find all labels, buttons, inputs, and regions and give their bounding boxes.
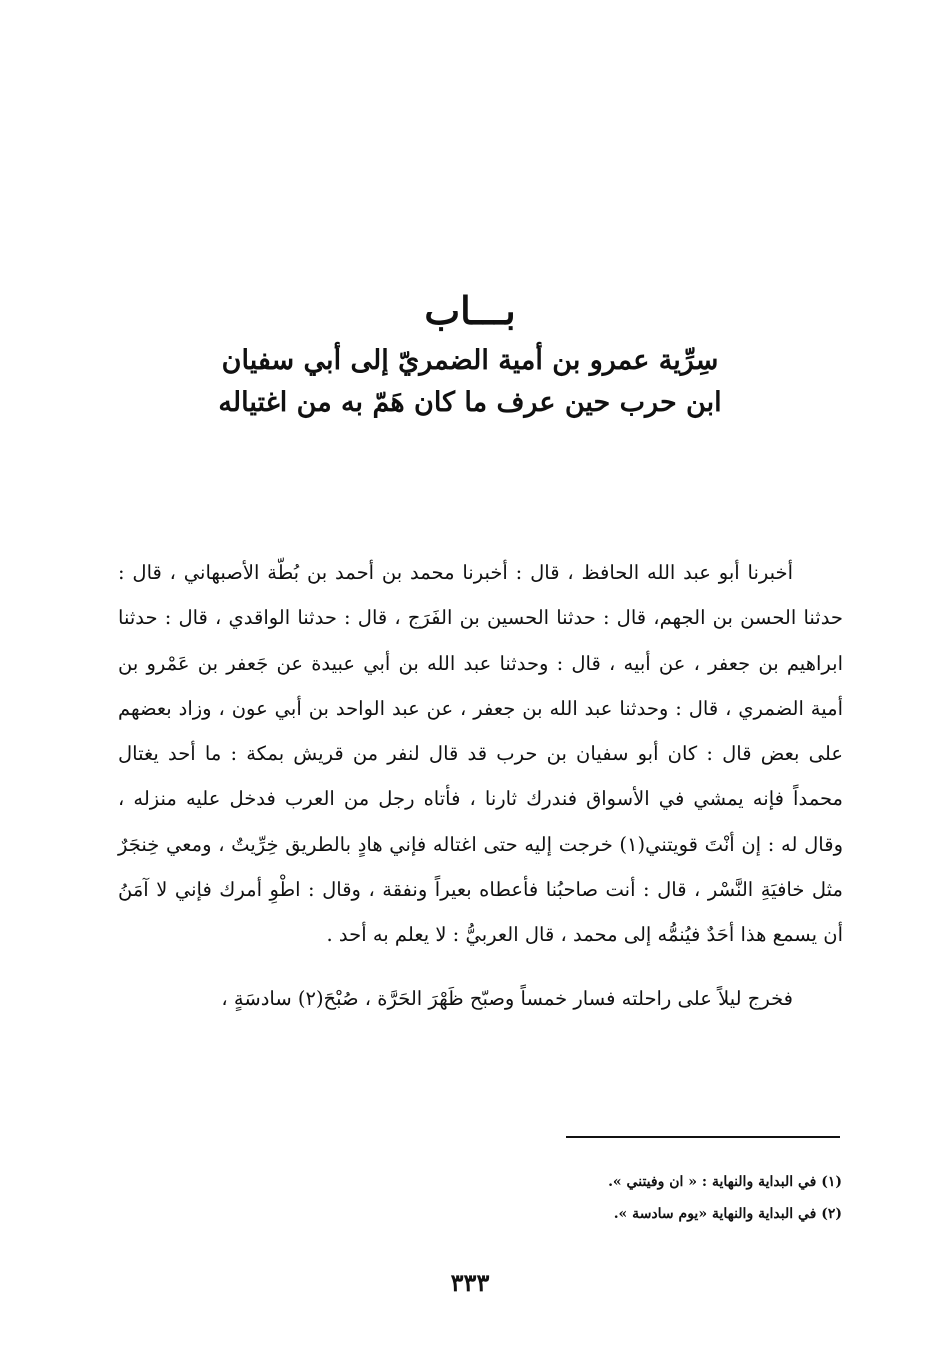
- footnote-separator: [566, 1136, 840, 1138]
- paragraph-2: فخرج ليلاً على راحلته فسار خمساً وصبّح ظَهْرَ الحَرَّة ، صُبْحَ(٢) سادسَةٍ ،: [221, 986, 793, 1010]
- footnote-2: (٢) في البداية والنهاية «يوم سادسة ».: [613, 1206, 842, 1222]
- chapter-label: بـــاب: [424, 288, 516, 333]
- chapter-title-line1: سِرِّية عمرو بن أمية الضمريّ إلى أبي سفيان: [221, 345, 719, 376]
- chapter-title-line2: ابن حرب حين عرف ما كان هَمّ به من اغتياله: [218, 387, 722, 418]
- chapter-heading: [120, 282, 820, 424]
- page-number: ٣٣٣: [450, 1268, 490, 1297]
- paragraph-1: أخبرنا أبو عبد الله الحافظ ، قال : أخبرنا محمد بن أحمد بن بُطّة الأصبهاني ، قال : حدثنا الحسن بن الجهم، قال : حدثنا الحسين بن الفَرَج ، قال : حدثنا الواقدي ، قال : حدثنا ابراهيم بن جعفر ، عن أبيه ، قال : وحدثنا عبد الله بن أبي عبيدة عن جَعفر بن عَمْرو بن أمية الضمري ، قال : وحدثنا عبد الله بن جعفر ، عن عبد الواحد بن أبي عون ، وزاد بعضهم على بعض قال : كان أبو سفيان بن حرب قد قال لنفر من قريش بمكة : ما أحد يغتال محمداً فإنه يمشي في الأسواق فندرك ثارنا ، فأتاه رجل من العرب فدخل عليه منزله ، وقال له : إن أنْتَ قويتني(١) خرجت إليه حتى اغتاله فإني هادٍ بالطريق خِرِّيتٌ ، ومعي خِنجَرٌ مثل خافيَةِ النَّسْر ، قال : أنت صاحبُنا فأعطاه بعيراً ونفقة ، وقال : اطْوِ أمرك فإني لا آمَنُ أن يسمع هذا أحَدٌ فيُنمُّه إلى محمد ، قال العربيُّ : لا يعلم به أحد .: [118, 561, 843, 947]
- footnotes: [300, 1166, 842, 1230]
- main-text: [118, 550, 843, 1021]
- footnote-1: (١) في البداية والنهاية : « ان وفيتني ».: [608, 1174, 842, 1190]
